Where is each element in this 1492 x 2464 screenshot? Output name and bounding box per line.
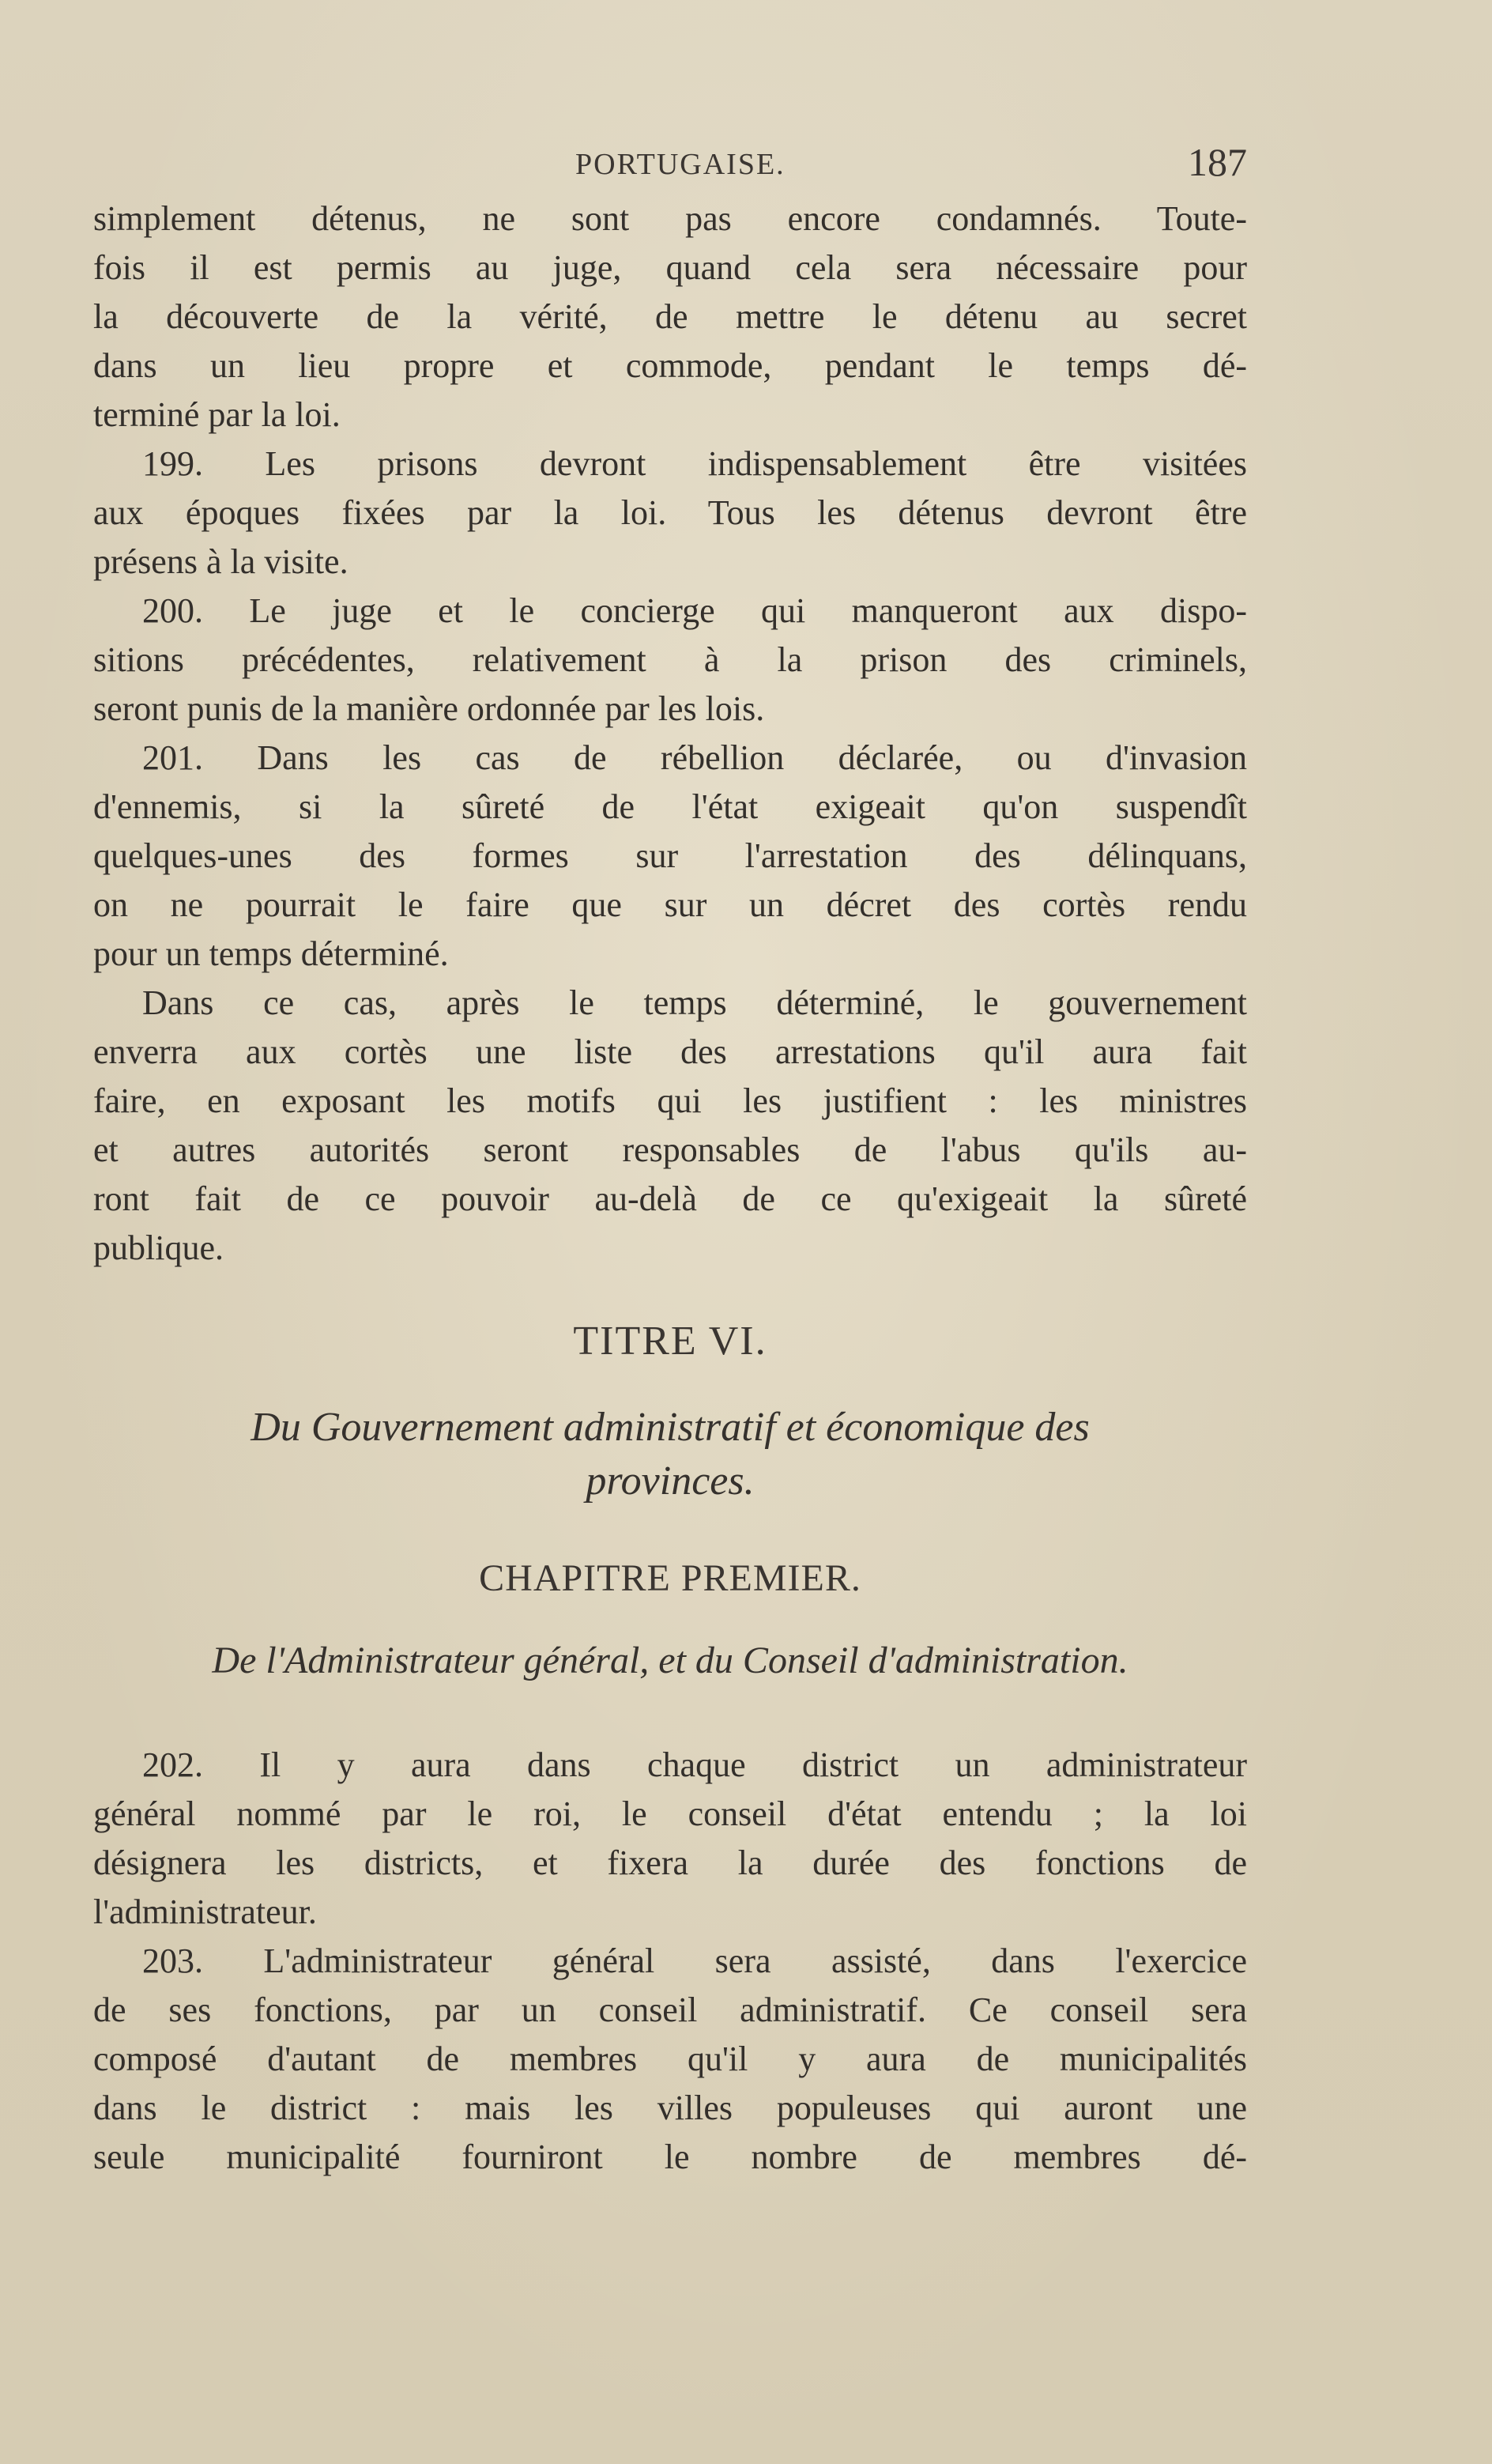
text-line: la découverte de la vérité, de mettre le détenu au secret xyxy=(93,297,1247,336)
titre-subheading-line: Du Gouvernement administratif et économique des xyxy=(251,1405,1090,1450)
article-199 xyxy=(93,440,1247,587)
article-200 xyxy=(93,587,1247,734)
text-line: ront fait de ce pouvoir au-delà de ce qu'exigeait la sûreté xyxy=(93,1179,1247,1218)
chapitre-heading: CHAPITRE PREMIER. xyxy=(479,1557,861,1599)
running-title: PORTUGAISE. xyxy=(575,148,786,181)
text-line: publique. xyxy=(93,1228,224,1267)
text-line: l'administrateur. xyxy=(93,1892,317,1931)
running-head xyxy=(93,139,1247,187)
text-line: Dans ce cas, après le temps déterminé, le gouvernement xyxy=(142,983,1247,1022)
text-line: et autres autorités seront responsables de l'abus qu'ils au- xyxy=(93,1130,1247,1169)
text-line: pour un temps déterminé. xyxy=(93,934,449,973)
text-line: 202. Il y aura dans chaque district un administrateur xyxy=(142,1745,1247,1784)
text-line: enverra aux cortès une liste des arrestations qu'il aura fait xyxy=(93,1032,1247,1071)
text-line: quelques-unes des formes sur l'arrestation des délinquans, xyxy=(93,836,1247,875)
text-line: on ne pourrait le faire que sur un décret des cortès rendu xyxy=(93,885,1247,924)
titre-subheading xyxy=(93,1401,1247,1508)
text-line: de ses fonctions, par un conseil administratif. Ce conseil sera xyxy=(93,1990,1247,2029)
text-line: terminé par la loi. xyxy=(93,395,341,434)
article-203 xyxy=(93,1937,1247,2182)
text-line: composé d'autant de membres qu'il y aura de municipalités xyxy=(93,2039,1247,2078)
page-number: 187 xyxy=(1188,140,1247,184)
page-body xyxy=(93,194,1247,2182)
article-201-continued xyxy=(93,979,1247,1273)
article-202 xyxy=(93,1741,1247,1937)
text-line: simplement détenus, ne sont pas encore condamnés. Toute- xyxy=(93,199,1247,238)
text-line: désignera les districts, et fixera la durée des fonctions de xyxy=(93,1843,1247,1882)
text-line: aux époques fixées par la loi. Tous les détenus devront être xyxy=(93,493,1247,532)
text-line: seule municipalité fourniront le nombre de membres dé- xyxy=(93,2138,1247,2176)
text-line: 199. Les prisons devront indispensablement être visitées xyxy=(142,444,1247,483)
titre-subheading-line: provinces. xyxy=(586,1458,755,1504)
text-line: d'ennemis, si la sûreté de l'état exigeait qu'on suspendît xyxy=(93,787,1247,826)
paragraph-continuation xyxy=(93,194,1247,440)
article-201 xyxy=(93,734,1247,979)
text-line: faire, en exposant les motifs qui les justifient : les ministres xyxy=(93,1081,1247,1120)
text-line: sitions précédentes, relativement à la prison des criminels, xyxy=(93,640,1247,679)
text-line: seront punis de la manière ordonnée par les lois. xyxy=(93,689,765,728)
text-line: dans le district : mais les villes populeuses qui auront une xyxy=(93,2089,1247,2127)
text-line: général nommé par le roi, le conseil d'état entendu ; la loi xyxy=(93,1794,1247,1833)
text-line: fois il est permis au juge, quand cela sera nécessaire pour xyxy=(93,248,1247,287)
chapitre-subheading: De l'Administrateur général, et du Conseil d'administration. xyxy=(212,1640,1128,1681)
text-line: dans un lieu propre et commode, pendant le temps dé- xyxy=(93,346,1247,385)
text-line: 200. Le juge et le concierge qui manqueront aux dispo- xyxy=(142,591,1247,630)
text-line: présens à la visite. xyxy=(93,542,349,581)
titre-heading: TITRE VI. xyxy=(573,1319,767,1364)
text-line: 201. Dans les cas de rébellion déclarée, ou d'invasion xyxy=(142,738,1247,777)
text-line: 203. L'administrateur général sera assisté, dans l'exercice xyxy=(142,1941,1247,1980)
